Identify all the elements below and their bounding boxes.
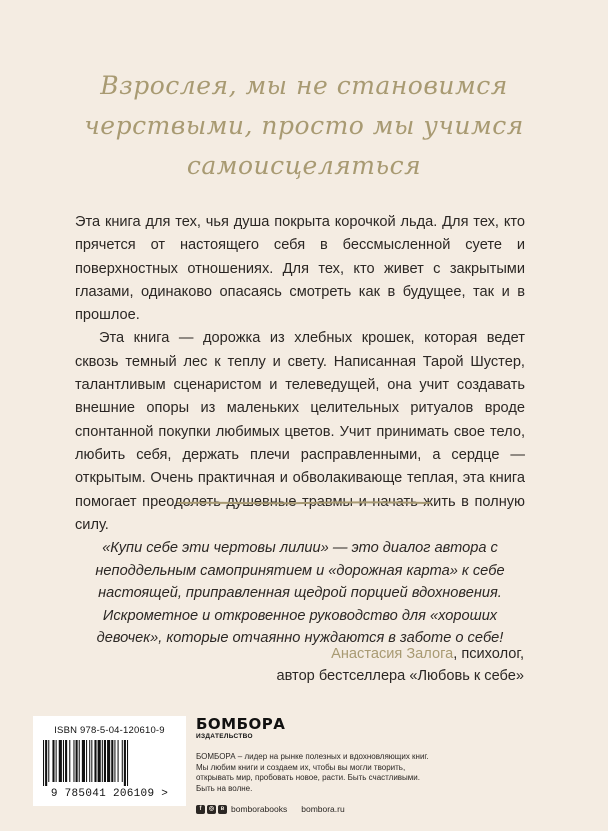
headline-line-2: черствыми, просто мы учимся <box>84 111 524 140</box>
quote-attribution <box>224 643 524 687</box>
facebook-icon[interactable]: f <box>196 805 205 814</box>
headline-line-1: Взрослея, мы не становимся <box>100 71 508 100</box>
description-paragraph-2: Эта книга — дорожка из хлебных крошек, которая ведет сквозь темный лес к теплу и свету. Написанная Тарой Шустер, талантливым сценаристом и телеведущей, она учит создавать внешние опоры из маленьких целительных ритуалов вроде спонтанной покупки любимых цветов. Учит принимать свое тело, любить себя, держать плечи расправленными, а сердце — открытым. Очень практичная и обволакивающе теплая, эта книга помогает преодолеть душевные травмы и начать жить в полную силу. <box>75 330 525 533</box>
divider-line <box>176 500 432 506</box>
description <box>75 211 525 537</box>
social-handle[interactable]: bomborabooks <box>231 804 288 814</box>
quote-author-role: , психолог, <box>453 646 524 662</box>
publisher-subtitle: ИЗДАТЕЛЬСТВО <box>196 733 253 740</box>
social-icons <box>196 805 227 814</box>
website-link[interactable]: bombora.ru <box>301 804 345 814</box>
review-quote: «Купи себе эти чертовы лилии» — это диалог автора с неподдельным самопринятием и «дорожная карта» к себе настоящей, приправленная щедрой порцией вдохновения. Искрометное и откровенное руководство для «хороших девочек», которые отчаянно нуждаются в заботе о себе! <box>95 540 505 646</box>
publisher-links <box>196 804 536 814</box>
publisher-logo: БОМБОРА <box>196 715 286 733</box>
quote-author-name: Анастасия Залога <box>331 646 454 662</box>
instagram-icon[interactable]: ◎ <box>208 805 215 812</box>
headline-line-3: самоисцеляться <box>186 151 422 180</box>
barcode-digits: 9 785041 206109 > <box>50 788 169 800</box>
barcode <box>33 716 186 806</box>
headline <box>40 66 568 186</box>
barcode-bars <box>41 740 178 786</box>
description-paragraph-1: Эта книга для тех, чья душа покрыта корочкой льда. Для тех, кто прячется от настоящего себя в бессмысленной суете и поверхностных отношениях. Для тех, кто живет с закрытыми глазами, одинаково опасаясь смотреть как в будущее, так и в прошлое. <box>75 214 525 324</box>
quote-author-credit: автор бестселлера «Любовь к себе» <box>276 668 524 684</box>
publisher-description: БОМБОРА – лидер на рынке полезных и вдохновляющих книг. Мы любим книги и создаем их, чтобы вы могли творить, открывать мир, пробовать новое, расти. Быть счастливыми. Быть на волне. <box>196 752 429 793</box>
publisher-block <box>196 716 536 814</box>
isbn-label: ISBN 978-5-04-120610-9 <box>54 725 165 736</box>
vk-icon[interactable]: в <box>218 805 227 814</box>
